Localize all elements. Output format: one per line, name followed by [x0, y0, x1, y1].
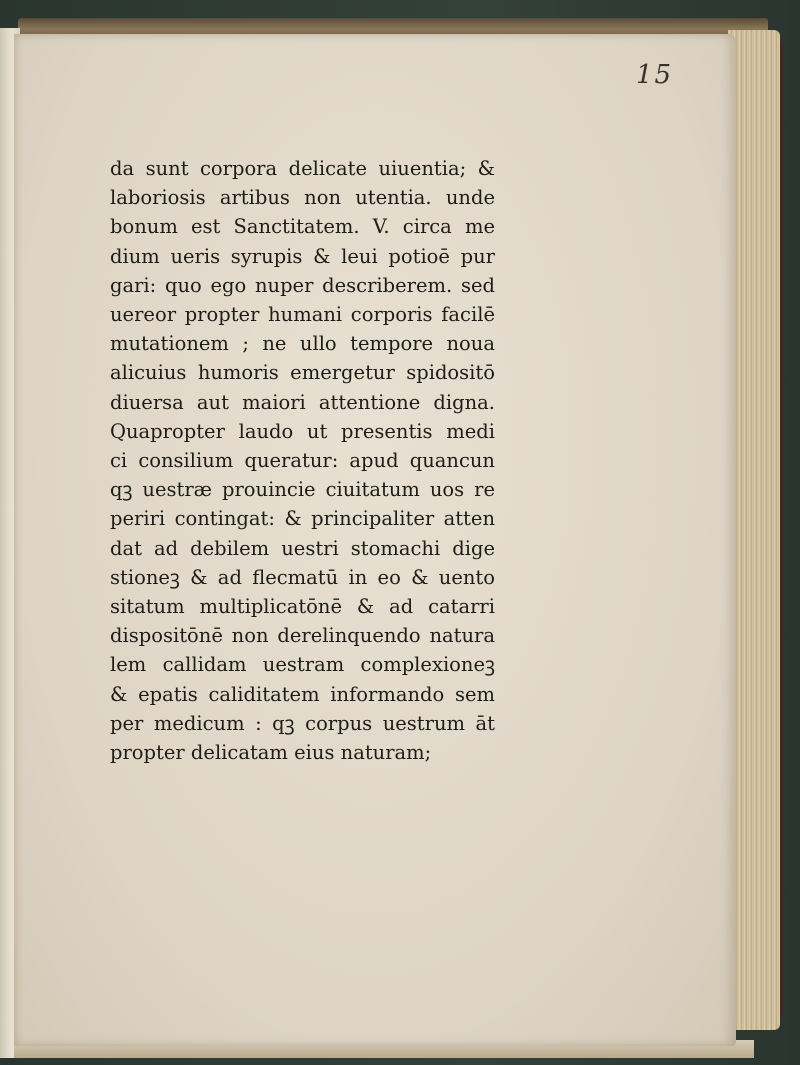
text-line: Quapropter laudo ut presentis medi: [110, 419, 495, 443]
text-line: bonum est Sanctitatem. V. circa me: [110, 215, 495, 239]
text-line: propter delicatam eius naturam;: [110, 741, 432, 765]
folio-number: 15: [636, 60, 674, 90]
text-line: sitatum multiplicatōnē & ad catarri: [110, 595, 495, 619]
text-line: uereor propter humani corporis facilē: [110, 303, 495, 327]
text-line: dium ueris syrupis & leui potioē pur: [110, 244, 495, 268]
text-line: laboriosis artibus non utentia. unde: [110, 186, 495, 210]
text-line: dat ad debilem uestri stomachi dige: [110, 536, 495, 560]
text-line: mutationem ; ne ullo tempore noua: [110, 332, 495, 356]
text-line: stioneꝫ & ad flecmatū in eo & uento: [110, 565, 495, 589]
text-line: lem callidam uestram complexioneꝫ: [110, 653, 495, 677]
text-block: [110, 154, 495, 767]
text-line: periri contingat: & principaliter atten: [110, 507, 495, 531]
text-line: per medicum : qꝫ corpus uestrum āt: [110, 711, 495, 735]
text-line: & epatis caliditatem informando sem: [110, 682, 495, 706]
text-line: dispositōnē non derelinquendo natura: [110, 624, 495, 648]
text-line: qꝫ uestræ prouincie ciuitatum uos re: [110, 478, 495, 502]
text-line: da sunt corpora delicate uiuentia; &: [110, 157, 495, 180]
text-line: gari: quo ego nuper describerem. sed: [110, 273, 495, 297]
text-line: alicuius humoris emergetur spidositō: [110, 361, 495, 385]
text-line: diuersa aut maiori attentione digna.: [110, 390, 495, 414]
text-line: ci consilium queratur: apud quancun: [110, 449, 495, 473]
